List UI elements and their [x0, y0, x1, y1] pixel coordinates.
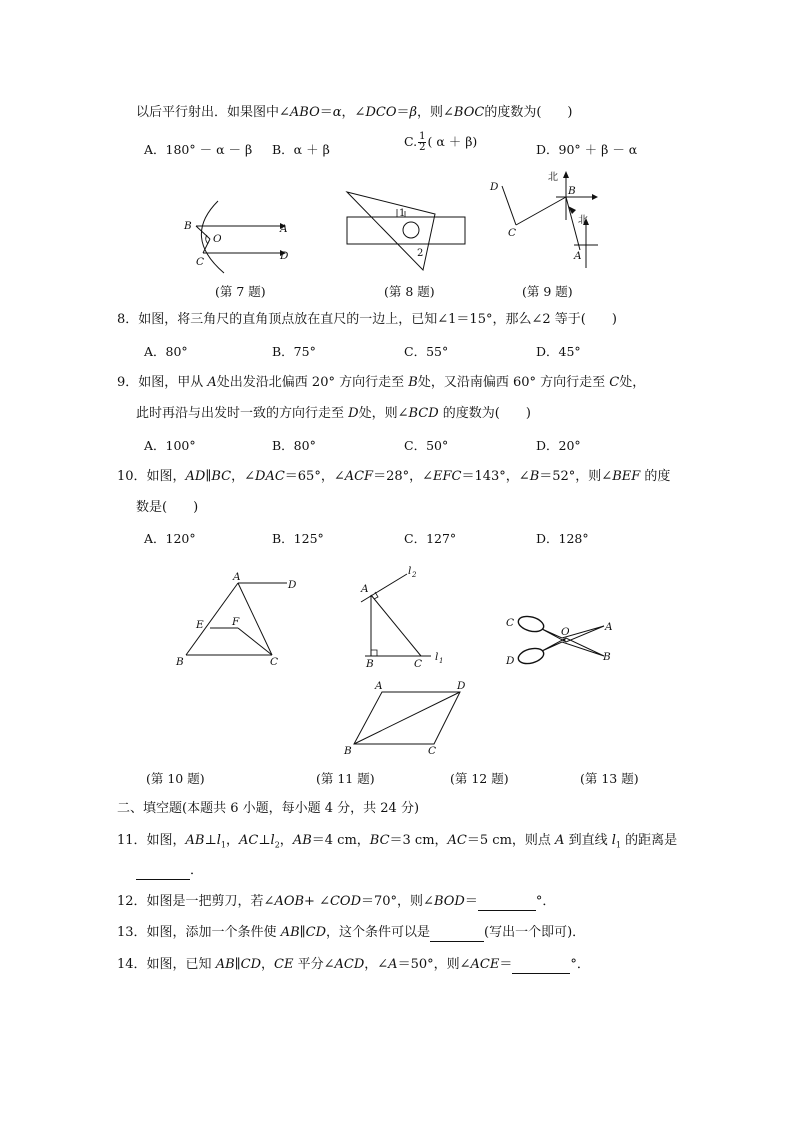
fig12-label-b: B [603, 651, 611, 663]
fig9-label-north-1: 北 [548, 172, 558, 183]
fig10-side-ac [238, 583, 272, 655]
fig13-diagonal-bd [354, 692, 460, 744]
q10-option-a: A．120° [144, 531, 196, 546]
q10-option-b: B．125° [272, 531, 324, 546]
q12-stem: 12．如图是一把剪刀，若∠AOB+ ∠COD＝70°，则∠BOD＝ °． [117, 894, 556, 909]
fig9-label-north-2: 北 [578, 215, 588, 226]
q7-option-c: C. $\frac{1}{2}$ ( α ＋ β) [404, 131, 478, 153]
q9-stem-line2: 此时再沿与出发时一致的方向行走至 D处，则∠BCD 的度数为( ) [136, 406, 531, 421]
fig9-label-a: A [574, 250, 582, 262]
caption-fig9: (第 9 题) [522, 284, 573, 299]
fig8-label-1: 1 [399, 208, 406, 219]
figure-9 [488, 170, 608, 270]
q11-stem: 11．如图，$AB\perp l_1$，$AC\perp l_2$，AB＝4 cm，BC＝3 cm，AC＝5 cm，则点 A 到直线 $l_1$ 的距离是 [117, 833, 678, 850]
fig7-segment-bo [196, 226, 210, 239]
q14-stem: 14．如图，已知 AB∥CD，CE 平分∠ACD，∠A＝50°，则∠ACE＝ °． [117, 957, 590, 972]
figure-13 [340, 680, 475, 760]
fig11-label-c: C [414, 658, 423, 670]
q7-stem: 以后平行射出．如果图中∠ABO＝α，∠DCO＝β，则∠BOC的度数为( ) [136, 105, 573, 120]
q8-option-d: D．45° [536, 344, 581, 359]
figure-7 [170, 195, 300, 275]
fig7-label-c: C [196, 256, 205, 268]
fig7-label-o: O [213, 233, 222, 245]
caption-fig7: (第 7 题) [215, 284, 266, 299]
fig12-handle-c [517, 614, 546, 634]
caption-fig11: (第 11 题) [316, 771, 375, 786]
fig11-label-a: A [361, 583, 369, 595]
fig10-segment-fc [238, 628, 272, 655]
fig10-label-a: A [233, 571, 241, 583]
q10-option-c: C．127° [404, 531, 457, 546]
fig11-label-l1-sub: 1 [439, 657, 444, 665]
q9-option-c: C．50° [404, 438, 449, 453]
caption-fig12: (第 12 题) [450, 771, 509, 786]
q8-option-a: A．80° [144, 344, 188, 359]
fig10-label-e: E [196, 619, 204, 631]
q9-option-a: A．100° [144, 438, 196, 453]
q8-option-b: B．75° [272, 344, 316, 359]
fig8-label-2: 2 [417, 248, 424, 259]
fig9-path-bc [516, 197, 566, 225]
q8-option-c: C．55° [404, 344, 449, 359]
fig12-label-d: D [506, 655, 515, 667]
fig12-handle-d [517, 646, 546, 666]
fig13-label-b: B [344, 745, 352, 757]
fig8-hole [403, 222, 419, 238]
q7-option-b: B．α ＋ β [272, 142, 330, 157]
q12-answer-blank[interactable] [478, 896, 536, 911]
fig9-label-c: C [508, 227, 517, 239]
q9-option-b: B．80° [272, 438, 316, 453]
fig7-label-a: A [280, 223, 288, 235]
fig12-label-a: A [605, 621, 613, 633]
figure-8 [345, 192, 470, 272]
caption-fig13: (第 13 题) [580, 771, 639, 786]
figure-12 [504, 610, 619, 670]
figure-11 [355, 560, 455, 670]
q9-option-d: D．20° [536, 438, 581, 453]
fig9-label-b: B [568, 185, 576, 197]
q10-option-d: D．128° [536, 531, 589, 546]
fig8-ruler [347, 217, 465, 244]
fig11-label-b: B [366, 658, 374, 670]
fig10-label-d: D [288, 579, 297, 591]
q7-option-a: A．180° － α － β [144, 142, 253, 157]
fig11-segment-ac [371, 595, 421, 656]
fig10-label-f: F [232, 616, 240, 628]
q7-option-d: D．90° ＋ β － α [536, 142, 638, 157]
fig7-label-b: B [184, 220, 192, 232]
fig10-side-ab [186, 583, 238, 655]
q11-answer-blank[interactable] [136, 865, 190, 880]
q10-stem-line2: 数是( ) [136, 500, 199, 515]
fig9-label-d: D [490, 181, 499, 193]
fig9-path-cd [502, 186, 516, 225]
fig13-label-c: C [428, 745, 437, 757]
q9-stem-line1: 9．如图，甲从 A处出发沿北偏西 20° 方向行走至 B处，又沿南偏西 60° 方向行走至 C处， [117, 375, 646, 390]
fig7-label-d: D [280, 250, 289, 262]
q10-stem-line1: 10．如图，AD∥BC，∠DAC＝65°，∠ACF＝28°，∠EFC＝143°，∠B＝52°，则∠BEF 的度 [117, 469, 671, 484]
caption-fig8: (第 8 题) [384, 284, 435, 299]
fig12-label-o: O [561, 626, 570, 638]
fig13-label-a: A [375, 680, 383, 692]
fig13-label-d: D [457, 680, 466, 692]
fig11-label-l1: l [435, 651, 439, 663]
q8-stem: 8．如图，将三角尺的直角顶点放在直尺的一边上，已知∠1＝15°，那么∠2 等于( ) [117, 312, 617, 327]
caption-fig10: (第 10 题) [146, 771, 205, 786]
fig11-label-l2: l [408, 565, 412, 577]
section-heading-fill-in: 二、填空题(本题共 6 小题，每小题 4 分，共 24 分) [117, 801, 420, 816]
fig10-label-b: B [176, 656, 184, 668]
figure-10 [172, 570, 302, 670]
fig12-blade-a [542, 626, 604, 642]
fig10-label-c: C [270, 656, 279, 668]
q14-answer-blank[interactable] [512, 959, 570, 974]
q13-answer-blank[interactable] [430, 927, 484, 942]
fig12-label-c: C [506, 617, 515, 629]
fig11-label-l2-sub: 2 [412, 571, 417, 579]
q11-answer-line: ． [136, 862, 203, 880]
q13-stem: 13．如图，添加一个条件使 AB∥CD，这个条件可以是 (写出一个即可)． [117, 925, 586, 940]
fig12-blade-b [542, 638, 604, 656]
